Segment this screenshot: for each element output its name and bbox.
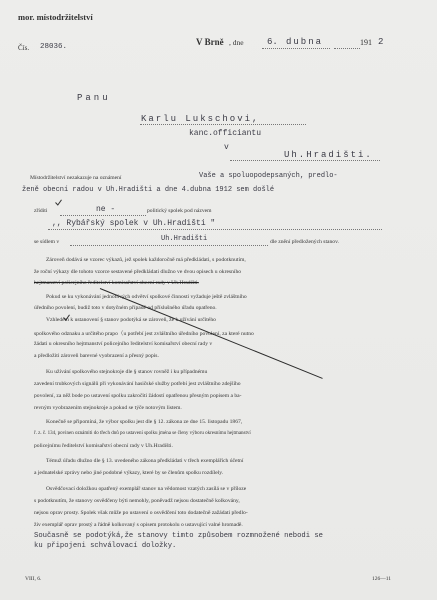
year-prefix: 191 <box>360 38 372 47</box>
year-suffix: 2 <box>378 37 384 47</box>
intro-line-1-typed: Vaše a spoluopodepsaných, predlo- <box>199 172 338 180</box>
p1-line-3: hejtmanství policejního ředitelství komisařství obecní rady v Uh.Hradišti. <box>34 280 199 286</box>
p2-line-1: Pokud se ku vykonávání jednotlivých odvětví spolkové činnosti vyžaduje ještě zvláštního <box>46 294 247 300</box>
intro-line-2: ženě obecní radou v Uh.Hradišti a dne 4.dubna 1912 sem došlé <box>22 186 275 194</box>
date-month: dubna <box>286 37 324 47</box>
footer-left: VIII, 6. <box>25 576 42 582</box>
checkmark-icon <box>55 199 62 206</box>
date-label: , dne <box>229 38 244 47</box>
recipient-name: Karlu Lukschovi, <box>141 114 260 124</box>
sidlo-label: se sídlem v <box>34 239 60 245</box>
p6-line-4: živ exemplář oprav prostý a řádně kolkovaný s opisem protokolu o ustavující valné hromadě. <box>34 522 243 528</box>
typed-note-line-1: Současně se podotýká,že stanovy timto způsobem rozmnožené nebodi se <box>34 532 323 540</box>
salutation: Panu <box>77 93 111 103</box>
p6-line-2: s podotknutím, že stanovy osvědčeny býti nemohly, poněvadž nejsou dostatečně kolkovány, <box>34 498 240 504</box>
zriditi-value: ne - <box>96 205 116 214</box>
typed-note-line-2: ku připojeni schválovací doložky. <box>34 542 177 550</box>
zriditi-label: zříditi <box>34 208 48 214</box>
p4-line-3: policejnímu ředitelství komisařství obecní rady v Uh.Hradišti. <box>34 443 173 449</box>
spolek-name: ,, Rybářský spolek v Uh.Hradišti " <box>52 219 216 228</box>
p3-line-4: revným vyobrazením stejnokroje a pokud se týče notovým listem. <box>34 405 182 411</box>
p3-line-1: Ku užívání spolkového stejnokroje dle § stanov rovněž i ku případnému <box>46 369 208 375</box>
date-day: 6. <box>267 37 278 47</box>
sidlo-value: Uh.Hradišti <box>161 235 208 243</box>
intro-line-1: Místodržitelství nezakazuje na oznámení <box>30 175 122 181</box>
ref-number: 28036. <box>40 43 68 51</box>
p2-line-4: spolkového odznaku a určitého prapo（u potřebí jest zvláštního úředního povolení, za které nutno <box>34 331 254 337</box>
office-heading: mor. místodržitelství <box>18 12 93 22</box>
ref-label: Čís. <box>18 44 30 52</box>
recipient-title: kanc.officiantu <box>189 129 262 138</box>
p2-line-5: žádati u okresního hejtmanství policejního ředitelství komisařství obecní rady v <box>34 341 213 347</box>
p6-line-3: nejsou oprav prosty. Spolek však může po ustavení o osvědčení toto dodatečně zažádati předlo- <box>34 510 248 516</box>
p1-line-1: Zároveň dodává se vzorec výkazů, jež spolek každoročně má předkládati, s podotknutím, <box>46 257 246 263</box>
p5-line-1: Témuž úřadu dlužno dle § 13. uvedeného zákona předkládati v třech exemplářích účetní <box>46 458 244 464</box>
footer-right: 126—11 <box>372 576 392 582</box>
p3-line-3: povolení, za něž bode po ustavení spolku zakročiti žádostí opatřenou přesným popisem a ba- <box>34 393 242 399</box>
spolek-label: politický spolek pod názvem <box>147 208 212 214</box>
p3-line-2: zavedení trubkových signálů při vykonávání hasičské služby potřebí jest zvláštního zdejšího <box>34 381 241 387</box>
checkmark-icon <box>63 314 70 321</box>
p4-line-2: ř. z. č. 134, povinen oznámiti do třech dnů po ustavení spolku jména se členy výboru okresnímu hejtmanství <box>34 431 251 436</box>
p6-line-1: Osvědčovací doložkou opatřený exemplář stanov na vědomost vzatých zasílá se v příloze <box>46 486 247 492</box>
p5-line-2: a jednatelské zprávy nebo jiné podobné výkazy, které by se členům spolku rozdílely. <box>34 470 224 476</box>
p4-line-1: Konečně se připomíná, že výbor spolku jest dle § 12. zákona ze dne 15. listopadu 1867, <box>46 419 243 425</box>
address-prep: v <box>224 143 229 152</box>
p2-line-3: Vzhledem k ustanovení § stanov podotýká se zároveň, že k užívání určitého <box>46 317 216 323</box>
p2-line-2: úředního povolení, budiž toto v dotyčném případě od příslušného úřadu opatřeno. <box>34 305 217 311</box>
p1-line-2: že roční výkazy dle tohoto vzorce sestavené předkládati dlužno ve dvou opisech u okresního <box>34 269 242 275</box>
city: V Brně <box>196 37 224 47</box>
p2-line-6: a předložiti zároveň barevné vyobrazení a přesný popis. <box>34 353 159 359</box>
sidlo-after: dle znění předložených stanov. <box>270 239 339 245</box>
recipient-place: Uh.Hradišti. <box>284 150 373 160</box>
